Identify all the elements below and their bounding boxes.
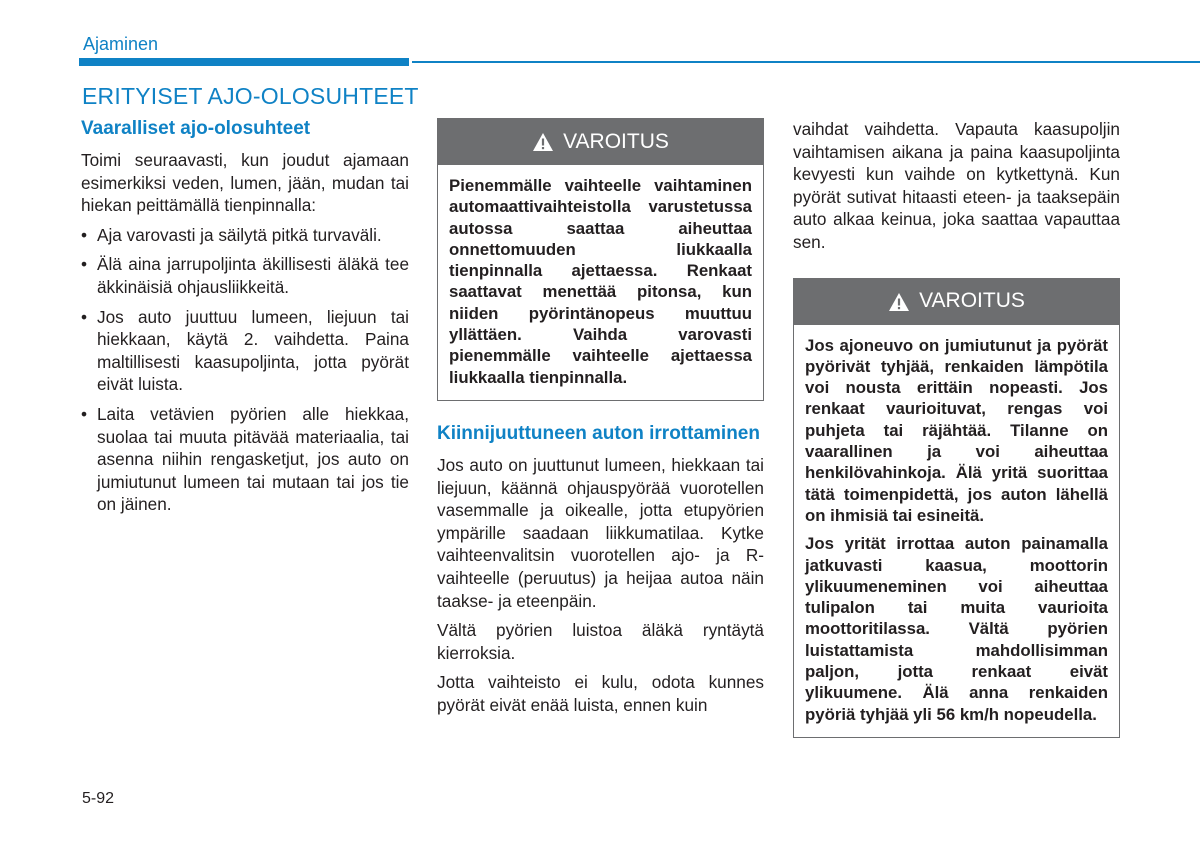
column-1 — [81, 118, 409, 523]
warning-text: Jos yrität irrottaa auton painamalla jatkuvasti kaasua, moottorin ylikuumeneminen voi aiheuttaa tulipalon tai muita vaurioita moottoritilassa. Vältä pyörien luistattamista mahdollisimman paljon, jotta renkaat eivät ylikuumene. Älä anna renkaiden pyöriä tyhjää yli 56 km/h nopeudella. — [805, 534, 1108, 724]
intro-paragraph: Toimi seuraavasti, kun joudut ajamaan esimerkiksi veden, lumen, jään, mudan tai hiekan peittämällä tienpinnalla: — [81, 150, 409, 216]
page-title: ERITYISET AJO-OLOSUHTEET — [82, 83, 419, 109]
subheading-freeing-vehicle: Kiinnijuuttuneen auton irrottaminen — [437, 422, 760, 444]
header-rule-thick — [79, 58, 409, 66]
body-paragraph: Vältä pyörien luistoa äläkä ryntäytä kierroksia. — [437, 620, 764, 663]
warning-title: VAROITUS — [919, 289, 1025, 313]
header-rule-thin — [412, 61, 1200, 63]
warning-text: Jos ajoneuvo on jumiutunut ja pyörät pyörivät tyhjää, renkaiden lämpötila voi nousta erittäin nopeasti. Jos renkaat vaurioituvat, rengas voi puhjeta tai räjähtää. Tilanne on vaarallinen ja voi aiheuttaa henkilövahinkoja. Älä yritä suorittaa tätä toimenpidettä, jos auton lähellä on ihmisiä tai esineitä. — [805, 335, 1108, 525]
warning-body — [794, 325, 1119, 737]
section-label: Ajaminen — [83, 34, 159, 54]
page-number: 5-92 — [82, 790, 115, 807]
body-paragraph: Jotta vaihteisto ei kulu, odota kunnes pyörät eivät enää luista, ennen kuin — [437, 672, 764, 715]
warning-title: VAROITUS — [563, 129, 669, 153]
list-item: • Älä aina jarrupoljinta äkillisesti äläkä tee äkkinäisiä ohjausliikkeitä. — [81, 253, 409, 298]
warning-header — [794, 279, 1119, 325]
column-3 — [793, 118, 1120, 760]
warning-body — [438, 165, 763, 400]
warning-box — [437, 118, 764, 401]
list-item: • Laita vetävien pyörien alle hiekkaa, suolaa tai muuta pitävää materiaalia, tai asenna niihin rengasketjut, jos auto on jumiutunut lumeen tai mutaan tai jos tie on jäinen. — [81, 403, 409, 516]
subheading-dangerous-conditions: Vaaralliset ajo-olosuhteet — [81, 118, 311, 139]
warning-box — [793, 278, 1120, 738]
column-2 — [437, 118, 764, 724]
warning-text: Pienemmälle vaihteelle vaihtaminen automaattivaihteistolla varustetussa autossa saattaa aiheuttaa onnettomuuden liukkaalla tienpinnalla ajettaessa. Renkaat saattavat menettää pitonsa, kun niiden pyörintänopeus muuttuu yllättäen. Vaihda varovasti pienemmälle vaihteelle ajettaessa liukkaalla tienpinnalla. — [449, 176, 752, 387]
warning-triangle-icon — [532, 132, 554, 152]
warning-triangle-icon — [888, 292, 910, 312]
warning-header — [438, 119, 763, 165]
body-paragraph: Jos auto on juuttunut lumeen, hiekkaan tai liejuun, käännä ohjauspyörää vuorotellen vasemmalle ja oikealle, jotta etupyörien ympärille saadaan liikkumatilaa. Kytke vaihteenvalitsin vuorotellen ajo- ja R-vaihteelle (peruutus) ja heijaa autoa näin taakse- ja eteenpäin. — [437, 454, 764, 611]
list-item: • Jos auto juuttuu lumeen, liejuun tai hiekkaan, käytä 2. vaihdetta. Paina maltillisesti kaasupoljinta, jotta pyörät eivät luista. — [81, 306, 409, 396]
bullet-list — [81, 224, 409, 516]
list-item: • Aja varovasti ja säilytä pitkä turvaväli. — [81, 224, 409, 247]
continuation-paragraph: vaihdat vaihdetta. Vapauta kaasupoljin vaihtamisen aikana ja paina kaasupoljinta kevyesti kun vaihde on kytkettynä. Kun pyörät sutivat hitaasti eteen- ja taaksepäin auto alkaa keinua, joka saattaa vapauttaa sen. — [793, 119, 1120, 252]
